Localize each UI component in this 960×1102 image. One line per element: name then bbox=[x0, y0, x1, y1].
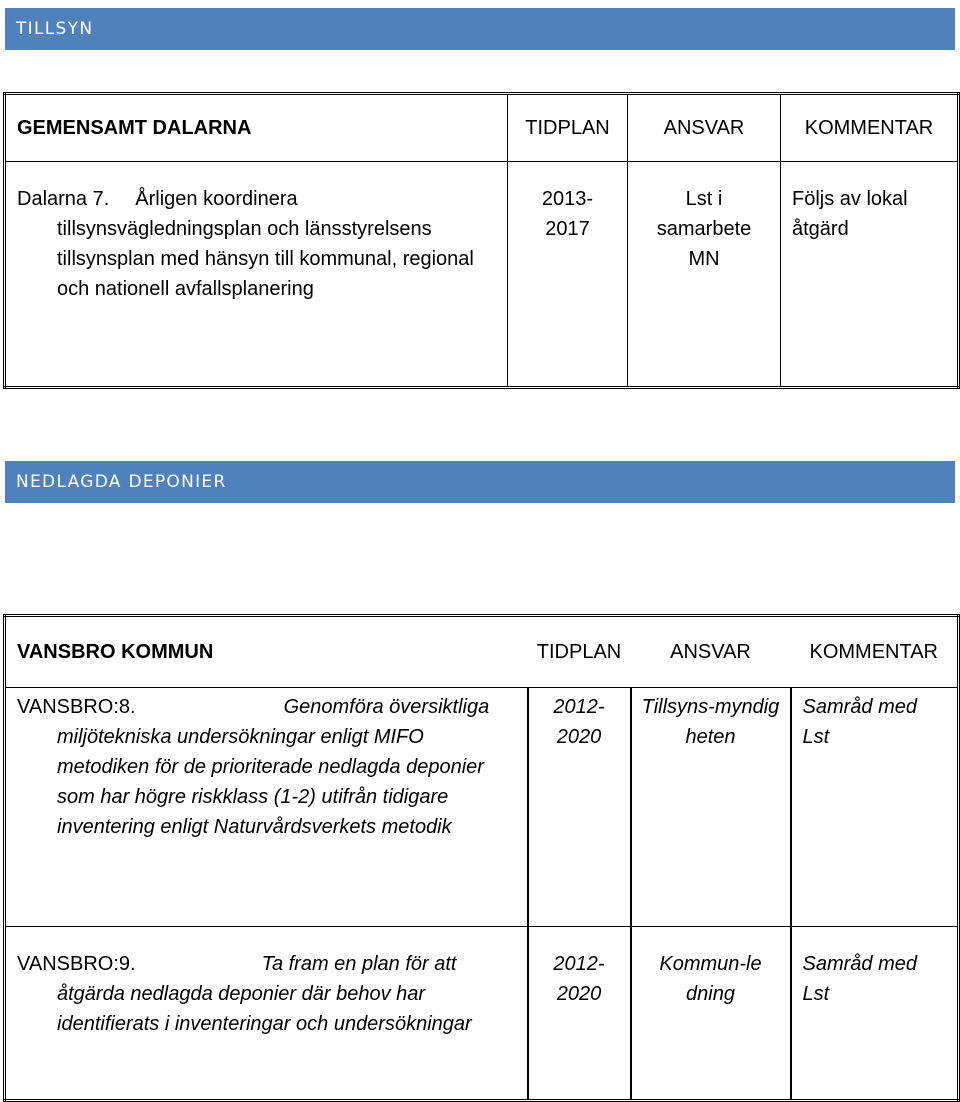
ansvar-cell bbox=[628, 162, 781, 388]
tillsyn-table bbox=[3, 92, 960, 389]
ansvar-value: Tillsyns-myndigheten bbox=[641, 696, 780, 748]
kommentar-value: Samråd med Lst bbox=[802, 696, 917, 748]
section-title: TILLSYN bbox=[16, 19, 94, 39]
measure-cell bbox=[5, 927, 528, 1101]
measure-code: Dalarna 7. bbox=[17, 188, 110, 210]
ansvar-value: Lst i samarbete MN bbox=[656, 188, 752, 270]
tidplan-value: 2012-2020 bbox=[553, 696, 605, 748]
header-cell-area: VANSBRO KOMMUN bbox=[5, 616, 528, 688]
ansvar-value: Kommun-ledning bbox=[659, 953, 762, 1005]
kommentar-value: Samråd med Lst bbox=[802, 953, 917, 1005]
section-banner-tillsyn bbox=[5, 8, 955, 50]
measure-text-block bbox=[17, 949, 519, 1039]
table-row bbox=[5, 688, 959, 927]
header-cell-kommentar: KOMMENTAR bbox=[791, 616, 959, 688]
tidplan-cell bbox=[528, 688, 631, 927]
kommentar-value: Följs av lokal åtgärd bbox=[792, 188, 908, 240]
table-header-row bbox=[5, 616, 959, 688]
ansvar-cell bbox=[631, 927, 791, 1101]
tidplan-cell bbox=[528, 927, 631, 1101]
section-title: NEDLAGDA DEPONIER bbox=[16, 472, 227, 492]
measure-code: VANSBRO:9. bbox=[17, 953, 136, 975]
header-cell-ansvar: ANSVAR bbox=[631, 616, 791, 688]
measure-code: VANSBRO:8. bbox=[17, 696, 136, 718]
deponier-table bbox=[3, 614, 960, 1102]
table-header-row bbox=[5, 94, 959, 162]
header-cell-kommentar: KOMMENTAR bbox=[781, 94, 959, 162]
measure-text: Ta fram en plan för att åtgärda nedlagda deponier där behov har identifierats i inventeringar och undersökningar bbox=[57, 953, 472, 1035]
header-cell-tidplan: TIDPLAN bbox=[528, 616, 631, 688]
table-row bbox=[5, 927, 959, 1101]
tidplan-value: 2013-2017 bbox=[541, 188, 594, 240]
measure-text-block bbox=[17, 692, 519, 842]
measure-text: Årligen koordinera tillsynsvägledningsplan och länsstyrelsens tillsynsplan med hänsyn till kommunal, regional och nationell avfallsplanering bbox=[57, 188, 474, 300]
measure-text: Genomföra översiktliga miljötekniska undersökningar enligt MIFO metodiken för de prioriterade nedlagda deponier som har högre riskklass (1-2) utifrån tidigare inventering enligt Naturvårdsverkets metodik bbox=[57, 696, 490, 838]
tidplan-cell bbox=[508, 162, 628, 388]
header-cell-area: GEMENSAMT DALARNA bbox=[5, 94, 508, 162]
section-banner-nedlagda-deponier bbox=[5, 461, 955, 503]
measure-text-block bbox=[17, 184, 499, 304]
measure-cell bbox=[5, 688, 528, 927]
measure-cell bbox=[5, 162, 508, 388]
kommentar-cell bbox=[781, 162, 959, 388]
header-cell-ansvar: ANSVAR bbox=[628, 94, 781, 162]
header-cell-tidplan: TIDPLAN bbox=[508, 94, 628, 162]
table-row bbox=[5, 162, 959, 388]
ansvar-cell bbox=[631, 688, 791, 927]
tidplan-value: 2012-2020 bbox=[553, 953, 605, 1005]
kommentar-cell bbox=[791, 688, 959, 927]
kommentar-cell bbox=[791, 927, 959, 1101]
